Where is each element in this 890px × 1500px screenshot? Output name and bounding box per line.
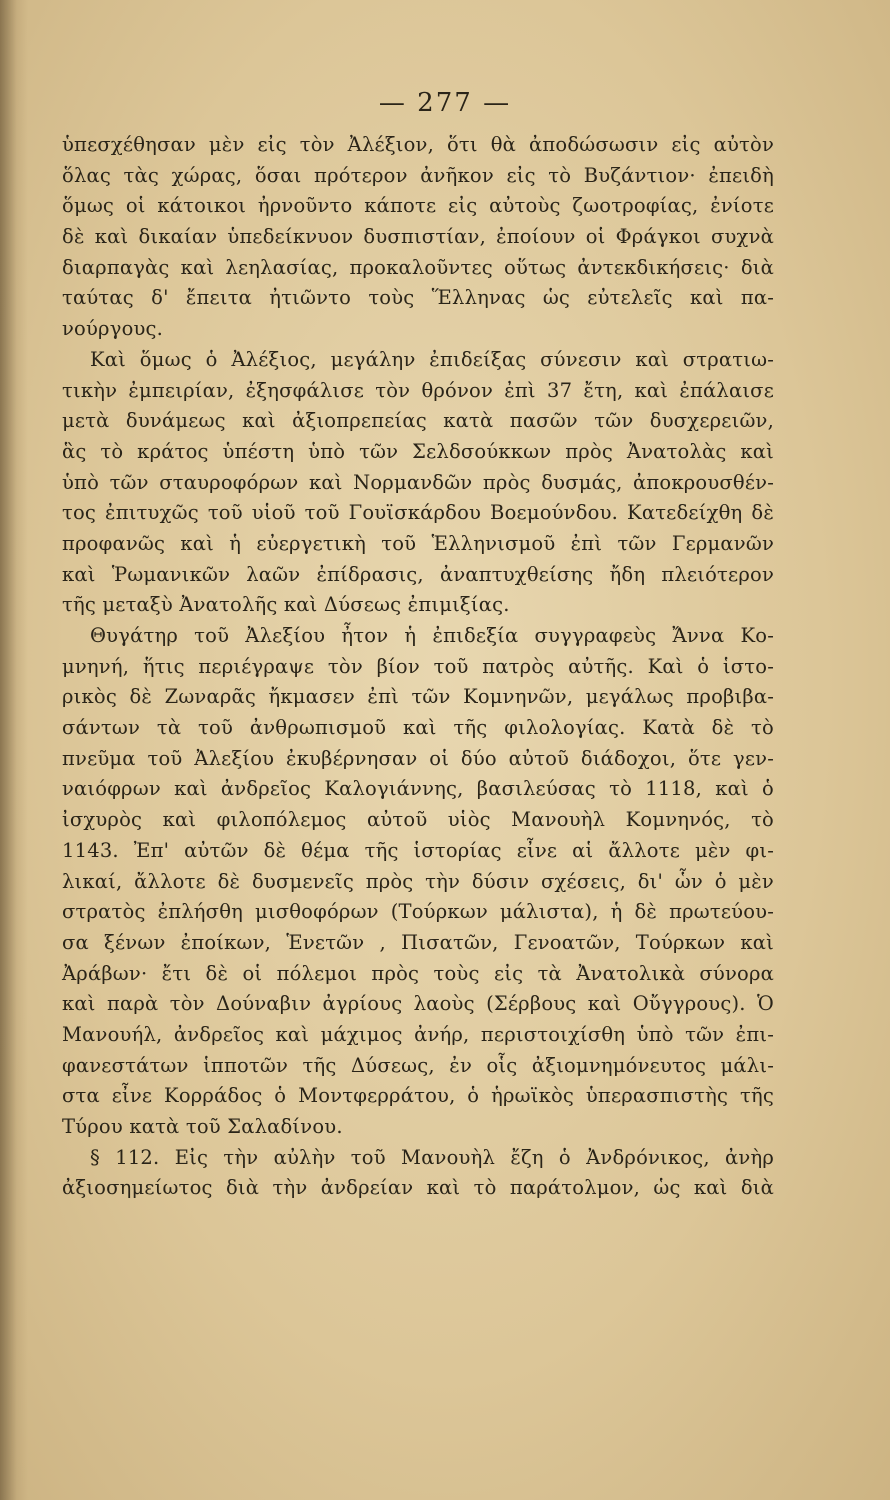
text-line: ὑπεσχέθησαν μὲν εἰς τὸν Ἀλέξιον, ὅτι θὰ ἀποδώσωσιν εἰς αὐτὸν xyxy=(62,133,774,156)
text-line: Τύρου κατὰ τοῦ Σαλαδίνου. xyxy=(62,1115,343,1138)
text-line: καὶ παρὰ τὸν Δούναβιν ἀγρίους λαοὺς (Σέρβους καὶ Οὔγγρους). Ὁ xyxy=(62,992,774,1016)
text-line: τικὴν ἐμπειρίαν, ἐξησφάλισε τὸν θρόνον ἐπὶ 37 ἔτη, καὶ ἐπάλαισε xyxy=(62,378,774,402)
text-line: σα ξένων ἐποίκων, Ἑνετῶν , Πισατῶν, Γενοατῶν, Τούρκων καὶ xyxy=(62,930,774,954)
text-line: πνεῦμα τοῦ Ἀλεξίου ἐκυβέρνησαν οἱ δύο αὐτοῦ διάδοχοι, ὅτε γεν- xyxy=(62,746,774,770)
text-line: τῆς μεταξὺ Ἀνατολῆς καὶ Δύσεως ἐπιμιξίας. xyxy=(62,593,510,617)
text-line: λικαί, ἄλλοτε δὲ δυσμενεῖς πρὸς τὴν δύσιν σχέσεις, δι' ὧν ὁ μὲν xyxy=(62,869,774,893)
text-line: δὲ καὶ δικαίαν ὑπεδείκνυον δυσπιστίαν, ἐποίουν οἱ Φράγκοι συχνὰ xyxy=(62,225,774,249)
page-number: — 277 — xyxy=(378,88,512,118)
text-line: φανεστάτων ἱπποτῶν τῆς Δύσεως, ἐν οἷς ἀξιομνημόνευτος μάλι- xyxy=(62,1053,774,1077)
text-line: ὑπὸ τῶν σταυροφόρων καὶ Νορμανδῶν πρὸς δυσμάς, ἀποκρουσθέν- xyxy=(62,470,774,494)
text-line: ἀξιοσημείωτος διὰ τὴν ἀνδρείαν καὶ τὸ παράτολμον, ὡς καὶ διὰ xyxy=(62,1176,774,1200)
text-line: στρατὸς ἐπλήσθη μισθοφόρων (Τούρκων μάλιστα), ἡ δὲ πρωτεύου- xyxy=(62,900,774,924)
text-line: Θυγάτηρ τοῦ Ἀλεξίου ἦτον ἡ ἐπιδεξία συγγραφεὺς Ἄννα Κο- xyxy=(90,624,774,647)
text-line: μετὰ δυνάμεως καὶ ἀξιοπρεπείας κατὰ πασῶν τῶν δυσχερειῶν, xyxy=(62,409,774,433)
text-line: ταύτας δ' ἔπειτα ἠτιῶντο τοὺς Ἕλληνας ὡς εὐτελεῖς καὶ πα- xyxy=(62,286,774,310)
text-line: 1143. Ἐπ' αὐτῶν δὲ θέμα τῆς ἱστορίας εἶνε αἱ ἄλλοτε μὲν φι- xyxy=(62,838,774,862)
text-line: προφανῶς καὶ ἡ εὐεργετικὴ τοῦ Ἑλληνισμοῦ ἐπὶ τῶν Γερμανῶν xyxy=(62,531,774,555)
text-line: νούργους. xyxy=(62,317,164,341)
text-line: Καὶ ὅμως ὁ Ἀλέξιος, μεγάλην ἐπιδείξας σύνεσιν καὶ στρατιω- xyxy=(90,347,774,371)
page-gutter-shadow xyxy=(0,0,28,1500)
text-line: ὅμως οἱ κάτοικοι ἠρνοῦντο κάποτε εἰς αὐτοὺς ζωοτροφίας, ἐνίοτε xyxy=(62,194,774,218)
text-line: Ἀράβων· ἔτι δὲ οἱ πόλεμοι πρὸς τοὺς εἰς τὰ Ἀνατολικὰ σύνορα xyxy=(62,961,774,985)
text-line: μνηνή, ἥτις περιέγραψε τὸν βίον τοῦ πατρὸς αὐτῆς. Καὶ ὁ ἱστο- xyxy=(62,654,774,678)
text-line: ἰσχυρὸς καὶ φιλοπόλεμος αὐτοῦ υἱὸς Μανουὴλ Κομνηνός, τὸ xyxy=(62,808,774,832)
text-line: καὶ Ῥωμανικῶν λαῶν ἐπίδρασις, ἀναπτυχθείσης ἤδη πλειότερον xyxy=(62,562,774,586)
text-line: Μανουήλ, ἀνδρεῖος καὶ μάχιμος ἀνήρ, περιστοιχίσθη ὑπὸ τῶν ἐπι- xyxy=(62,1022,774,1046)
text-line: διαρπαγὰς καὶ λεηλασίας, προκαλοῦντες οὕτως ἀντεκδικήσεις· διὰ xyxy=(62,255,774,279)
text-line: στα εἶνε Κορράδος ὁ Μοντφερράτου, ὁ ἡρωϊκὸς ὑπερασπιστὴς τῆς xyxy=(62,1084,774,1108)
text-line: ρικὸς δὲ Ζωναρᾶς ἤκμασεν ἐπὶ τῶν Κομνηνῶν, μεγάλως προβιβα- xyxy=(62,685,774,709)
body-text xyxy=(62,130,774,1204)
text-line: σάντων τὰ τοῦ ἀνθρωπισμοῦ καὶ τῆς φιλολογίας. Κατὰ δὲ τὸ xyxy=(62,716,774,740)
text-line: ὅλας τὰς χώρας, ὅσαι πρότερον ἀνῆκον εἰς τὸ Βυζάντιον· ἐπειδὴ xyxy=(62,163,774,187)
text-line: § 112. Εἰς τὴν αὐλὴν τοῦ Μανουὴλ ἔζη ὁ Ἀνδρόνικος, ἀνὴρ xyxy=(90,1145,774,1169)
text-line: τος ἐπιτυχῶς τοῦ υἱοῦ τοῦ Γουϊσκάρδου Βοεμούνδου. Κατεδείχθη δὲ xyxy=(62,501,774,525)
text-line: ἃς τὸ κράτος ὑπέστη ὑπὸ τῶν Σελδσούκκων πρὸς Ἀνατολὰς καὶ xyxy=(62,439,774,463)
text-line: ναιόφρων καὶ ἀνδρεῖος Καλογιάννης, βασιλεύσας τὸ 1118, καὶ ὁ xyxy=(62,777,774,801)
